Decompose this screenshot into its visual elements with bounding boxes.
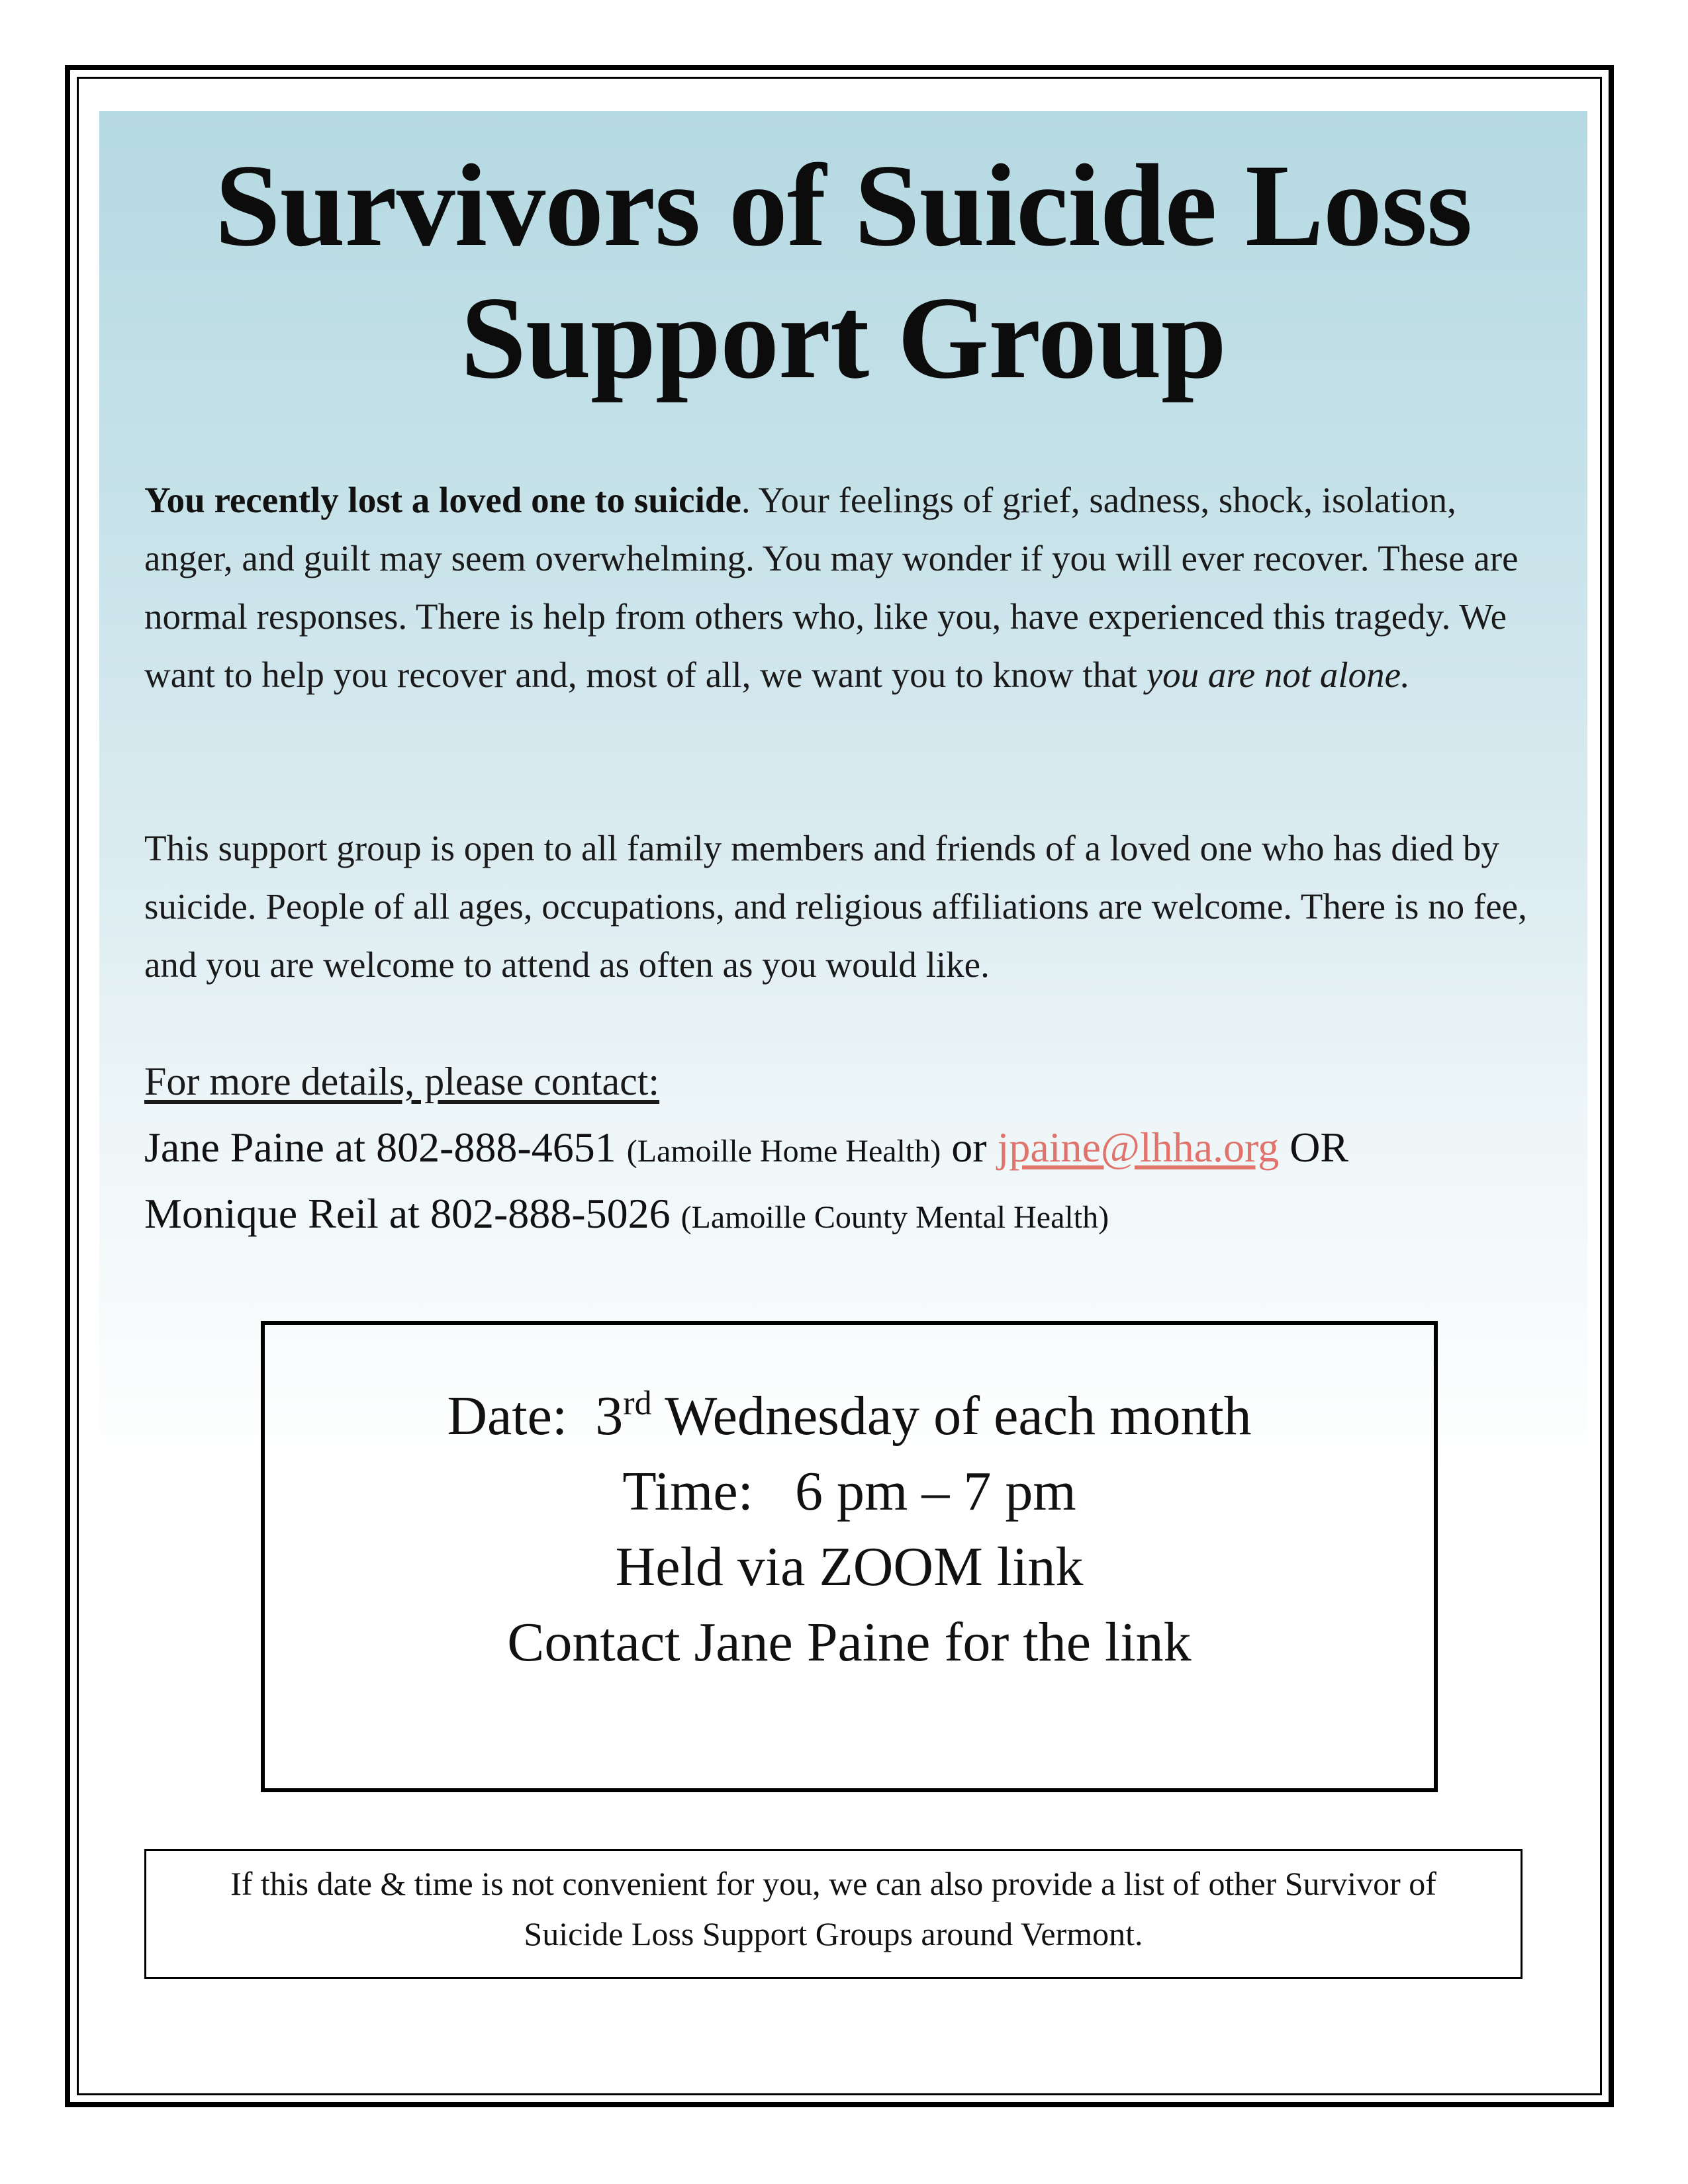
- time-label: Time:: [622, 1461, 753, 1522]
- eligibility-paragraph: This support group is open to all family members and friends of a loved one who has died by suicide. People of all ages, occupations, and religious affiliations are welcome. There is no fee, and you are welcome to attend as often as you would like.: [144, 828, 1527, 985]
- schedule-format: Held via ZOOM link: [615, 1536, 1084, 1598]
- contact-monique: [144, 1182, 1109, 1250]
- title-line-2: Support Group: [461, 272, 1226, 403]
- contact-trailing: OR: [1289, 1124, 1349, 1171]
- contact-jane-phone: Jane Paine at 802-888-4651: [144, 1124, 616, 1171]
- schedule-time: [261, 1455, 1438, 1529]
- title-line-1: Survivors of Suicide Loss: [214, 140, 1472, 271]
- note-line-1: If this date & time is not convenient for you, we can also provide a list of other Survivor of: [230, 1865, 1436, 1902]
- schedule-date: [261, 1379, 1438, 1453]
- time-value: 6 pm – 7 pm: [794, 1461, 1076, 1522]
- date-number: 3: [595, 1385, 624, 1447]
- intro-paragraph: [144, 471, 1541, 704]
- note-line-2: Suicide Loss Support Groups around Vermont.: [524, 1915, 1143, 1952]
- contact-jane: [144, 1116, 1348, 1183]
- contact-connector: or: [951, 1124, 987, 1171]
- date-suffix: rd: [623, 1385, 652, 1422]
- date-rest: Wednesday of each month: [665, 1385, 1252, 1447]
- email-link[interactable]: jpaine@lhha.org: [997, 1124, 1280, 1171]
- intro-lead: You recently lost a loved one to suicide: [144, 480, 741, 520]
- schedule-contact: Contact Jane Paine for the link: [507, 1612, 1192, 1673]
- intro-text: . Your feelings of grief, sadness, shock, isolation, anger, and guilt may seem overwhelming. You may wonder if you will ever recover. These are normal responses. There is help from others who, like you, have experienced this tragedy. We want to help you recover and, most of all, we want you to know that: [144, 480, 1519, 695]
- intro-emphasis: you are not alone.: [1146, 655, 1410, 695]
- contact-jane-org: (Lamoille Home Health): [626, 1134, 941, 1169]
- date-label: Date:: [447, 1385, 568, 1447]
- contact-monique-phone: Monique Reil at 802-888-5026: [144, 1190, 671, 1237]
- contact-heading: For more details, please contact:: [144, 1060, 660, 1103]
- contact-monique-org: (Lamoille County Mental Health): [680, 1200, 1109, 1235]
